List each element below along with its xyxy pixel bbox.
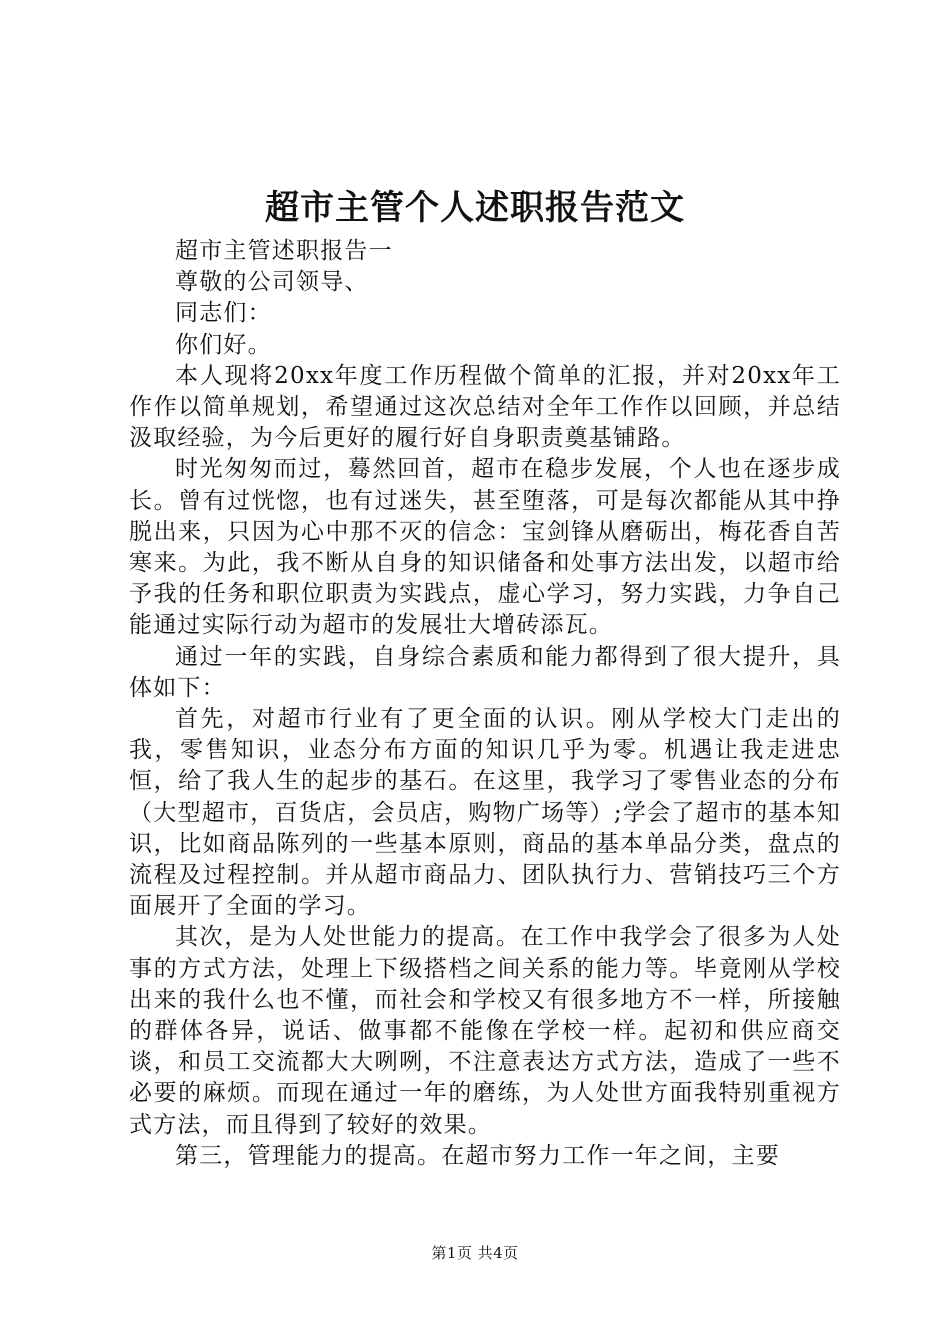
section-heading: 超市主管述职报告一 <box>175 238 393 264</box>
body-paragraph: 首先，对超市行业有了更全面的认识。刚从学校大门走出的我，零售知识，业态分布方面的知识几乎为零。机遇让我走进忠恒，给了我人生的起步的基石。在这里，我学习了零售业态的分布（大型超市，百货店，会员店，购物广场等）;学会了超市的基本知识，比如商品陈列的一些基本原则，商品的基本单品分类，盘点的流程及过程控制。并从超市商品力、团队执行力、营销技巧三个方面展开了全面的学习。 <box>129 706 841 920</box>
salutation-line: 同志们： <box>175 300 272 327</box>
salutation-line: 尊敬的公司领导、 <box>175 269 369 296</box>
body-paragraph: 本人现将20xx年度工作历程做个简单的汇报，并对20xx年工作作以简单规划，希望通过这次总结对全年工作作以回顾，并总结汲取经验，为今后更好的履行好自身职责奠基铺路。 <box>129 362 841 452</box>
document-body <box>129 236 841 1172</box>
body-paragraph: 通过一年的实践，自身综合素质和能力都得到了很大提升，具体如下： <box>129 643 841 701</box>
greeting-line: 你们好。 <box>175 331 272 358</box>
document-title: 超市主管个人述职报告范文 <box>265 188 685 228</box>
body-paragraph: 时光匆匆而过，蓦然回首，超市在稳步发展，个人也在逐步成长。曾有过恍惚，也有过迷失，甚至堕落，可是每次都能从其中挣脱出来，只因为心中那不灭的信念：宝剑锋从磨砺出，梅花香自苦寒来。为此，我不断从自身的知识储备和处事方法出发，以超市给予我的任务和职位职责为实践点，虚心学习，努力实践，力争自己能通过实际行动为超市的发展壮大增砖添瓦。 <box>129 456 841 639</box>
page-number-footer: 第1页 共4页 <box>431 1244 519 1262</box>
body-paragraph: 其次，是为人处世能力的提高。在工作中我学会了很多为人处事的方式方法，处理上下级搭档之间关系的能力等。毕竟刚从学校出来的我什么也不懂，而社会和学校又有很多地方不一样，所接触的群体各异，说话、做事都不能像在学校一样。起初和供应商交谈，和员工交流都大大咧咧，不注意表达方式方法，造成了一些不必要的麻烦。而现在通过一年的磨练，为人处世方面我特别重视方式方法，而且得到了较好的效果。 <box>129 924 841 1138</box>
body-paragraph: 第三，管理能力的提高。在超市努力工作一年之间，主要 <box>175 1142 780 1169</box>
